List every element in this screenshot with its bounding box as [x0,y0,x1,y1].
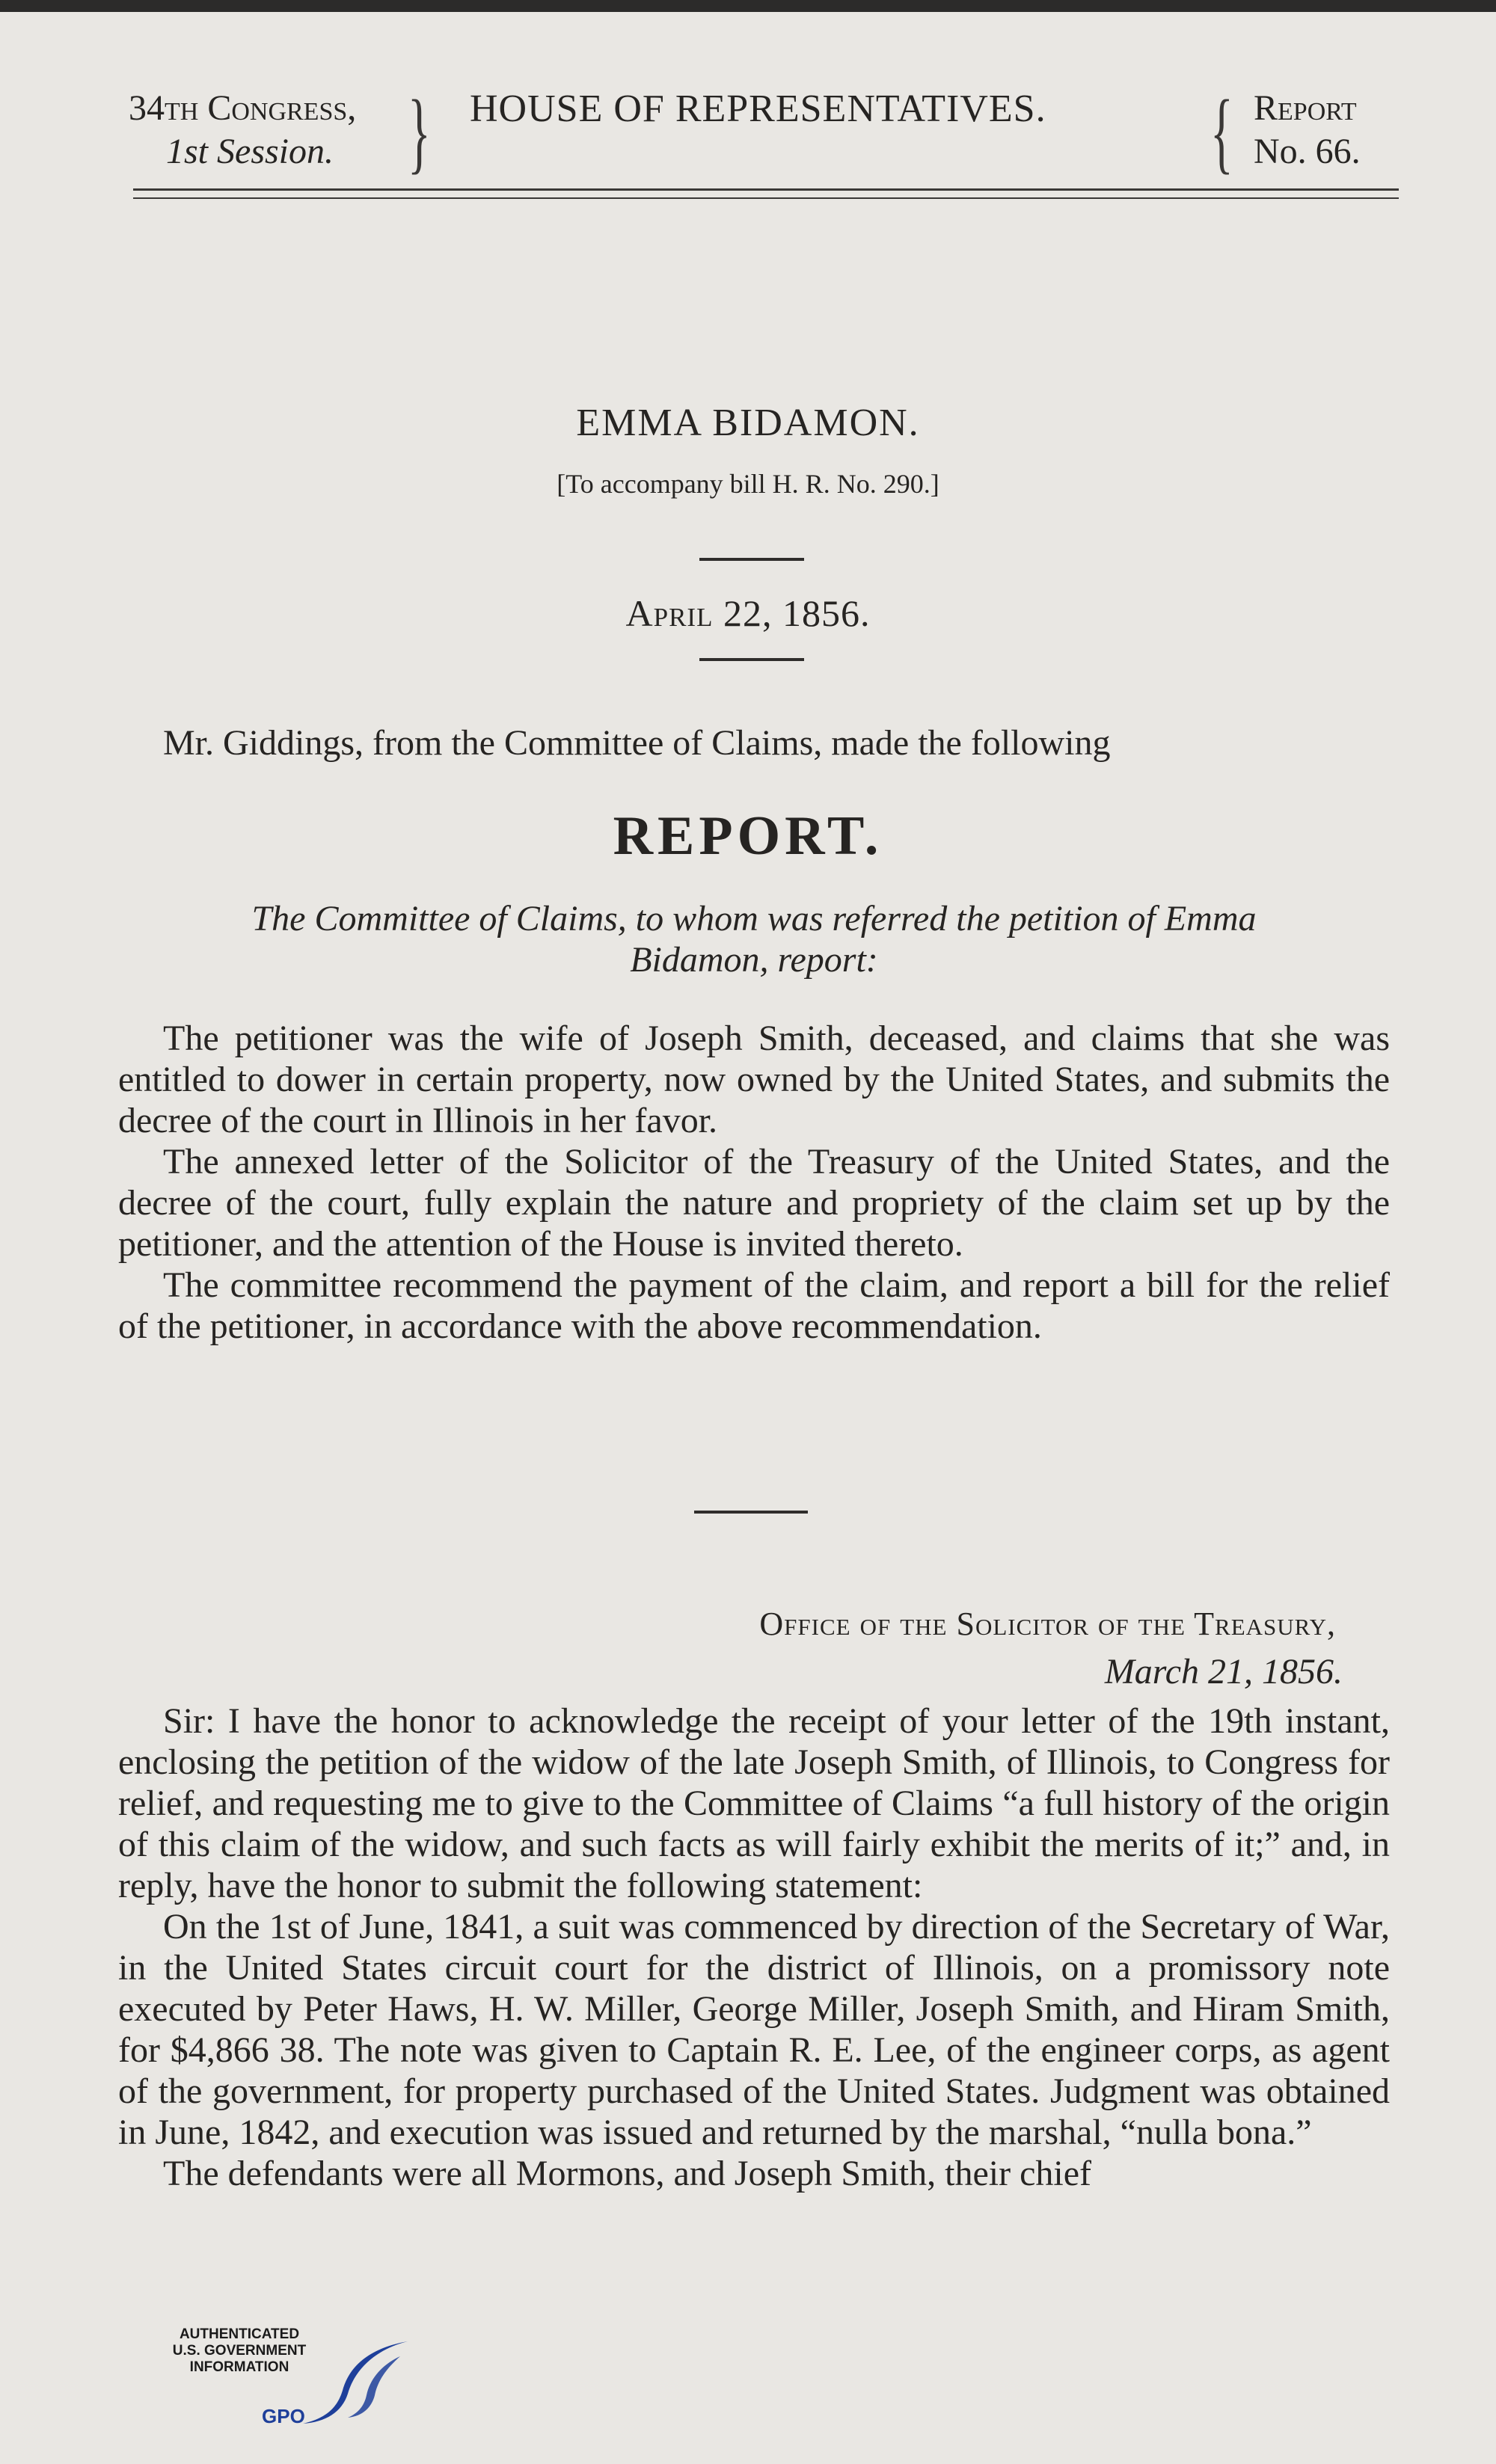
document-title: EMMA BIDAMON. [576,402,920,444]
session-label: 1st Session. [166,132,334,171]
letter-paragraph: On the 1st of June, 1841, a suit was commenced by direction of the Secretary of War, in the United States circuit court for the district of Illinois, on a promissory note executed by Peter Haws, H. W. Miller, George Miller, Joseph Smith, and Hiram Smith, for $4,866 38. The note was given to Captain R. E. Lee, of the engineer corps, as agent of the government, for property purchased of the United States. Judgment was obtained in June, 1842, and execution was issued and returned by the marshal, “nulla bona.” [118,1907,1390,2152]
letter-date [1105,1651,1343,1692]
report-number-block [1254,87,1361,173]
intro-line: Mr. Giddings, from the Committee of Claims, made the following [163,723,1111,763]
divider [699,558,804,561]
letter-paragraph: Sir: I have the honor to acknowledge the receipt of your letter of the 19th instant, enclosing the petition of the widow of the late Joseph Smith, of Illinois, to Congress for relief, and requesting me to give to the Committee of Claims “a full history of the origin of this claim of the widow, and such facts as will fairly exhibit the merits of it;” and, in reply, have the honor to submit the following statement: [118,1701,1390,1905]
report-body [118,1018,1390,1347]
letter-date-text: March 21, 1856. [1104,1652,1343,1692]
report-paragraph: The petitioner was the wife of Joseph Smith, deceased, and claims that she was entitled to dower in certain property, now owned by the United States, and submits the decree of the court in Illinois in her favor. [118,1019,1390,1140]
report-number: No. 66. [1254,132,1361,171]
stamp-agency: GPO [262,2405,305,2427]
report-heading: REPORT. [613,805,883,867]
report-paragraph: The committee recommend the payment of the claim, and report a bill for the relief of the petitioner, in accordance with the above recommendation. [118,1265,1390,1346]
document-subtitle: [To accompany bill H. R. No. 290.] [557,469,939,499]
document-page [0,12,1496,2464]
divider [694,1511,808,1514]
stamp-line: U.S. GOVERNMENT [172,2343,307,2359]
referral-line-1: The Committee of Claims, to whom was referred the petition of Emma [251,899,1257,938]
stamp-line: AUTHENTICATED [179,2326,300,2342]
report-label: Report [1254,88,1357,128]
letter-paragraph: The defendants were all Mormons, and Joseph Smith, their chief [163,2154,1092,2193]
letter-office: Office of the Solicitor of the Treasury, [759,1606,1336,1642]
divider [699,658,804,661]
scan-top-edge [0,0,1496,12]
letter-body [118,1700,1390,2194]
eagle-icon [295,2334,415,2431]
chamber-title: HOUSE OF REPRESENTATIVES. [470,87,1046,130]
right-brace: { [1210,81,1233,182]
congress-label: 34th Congress, [129,88,357,128]
header-rule-thick [133,188,1399,191]
referral-line [118,898,1390,980]
header-rule-thin [133,197,1399,199]
report-paragraph: The annexed letter of the Solicitor of the Treasury of the United States, and the decree of the court, fully explain the nature and propriety of the claim set up by the petitioner, and the attention of the House is invited thereto. [118,1142,1390,1264]
congress-session [129,87,356,173]
left-brace: } [408,81,431,182]
stamp-line: INFORMATION [189,2359,289,2375]
referral-line-2: Bidamon, report: [630,940,878,980]
report-date: April 22, 1856. [625,592,871,634]
gpo-authentication-stamp [150,2326,419,2446]
